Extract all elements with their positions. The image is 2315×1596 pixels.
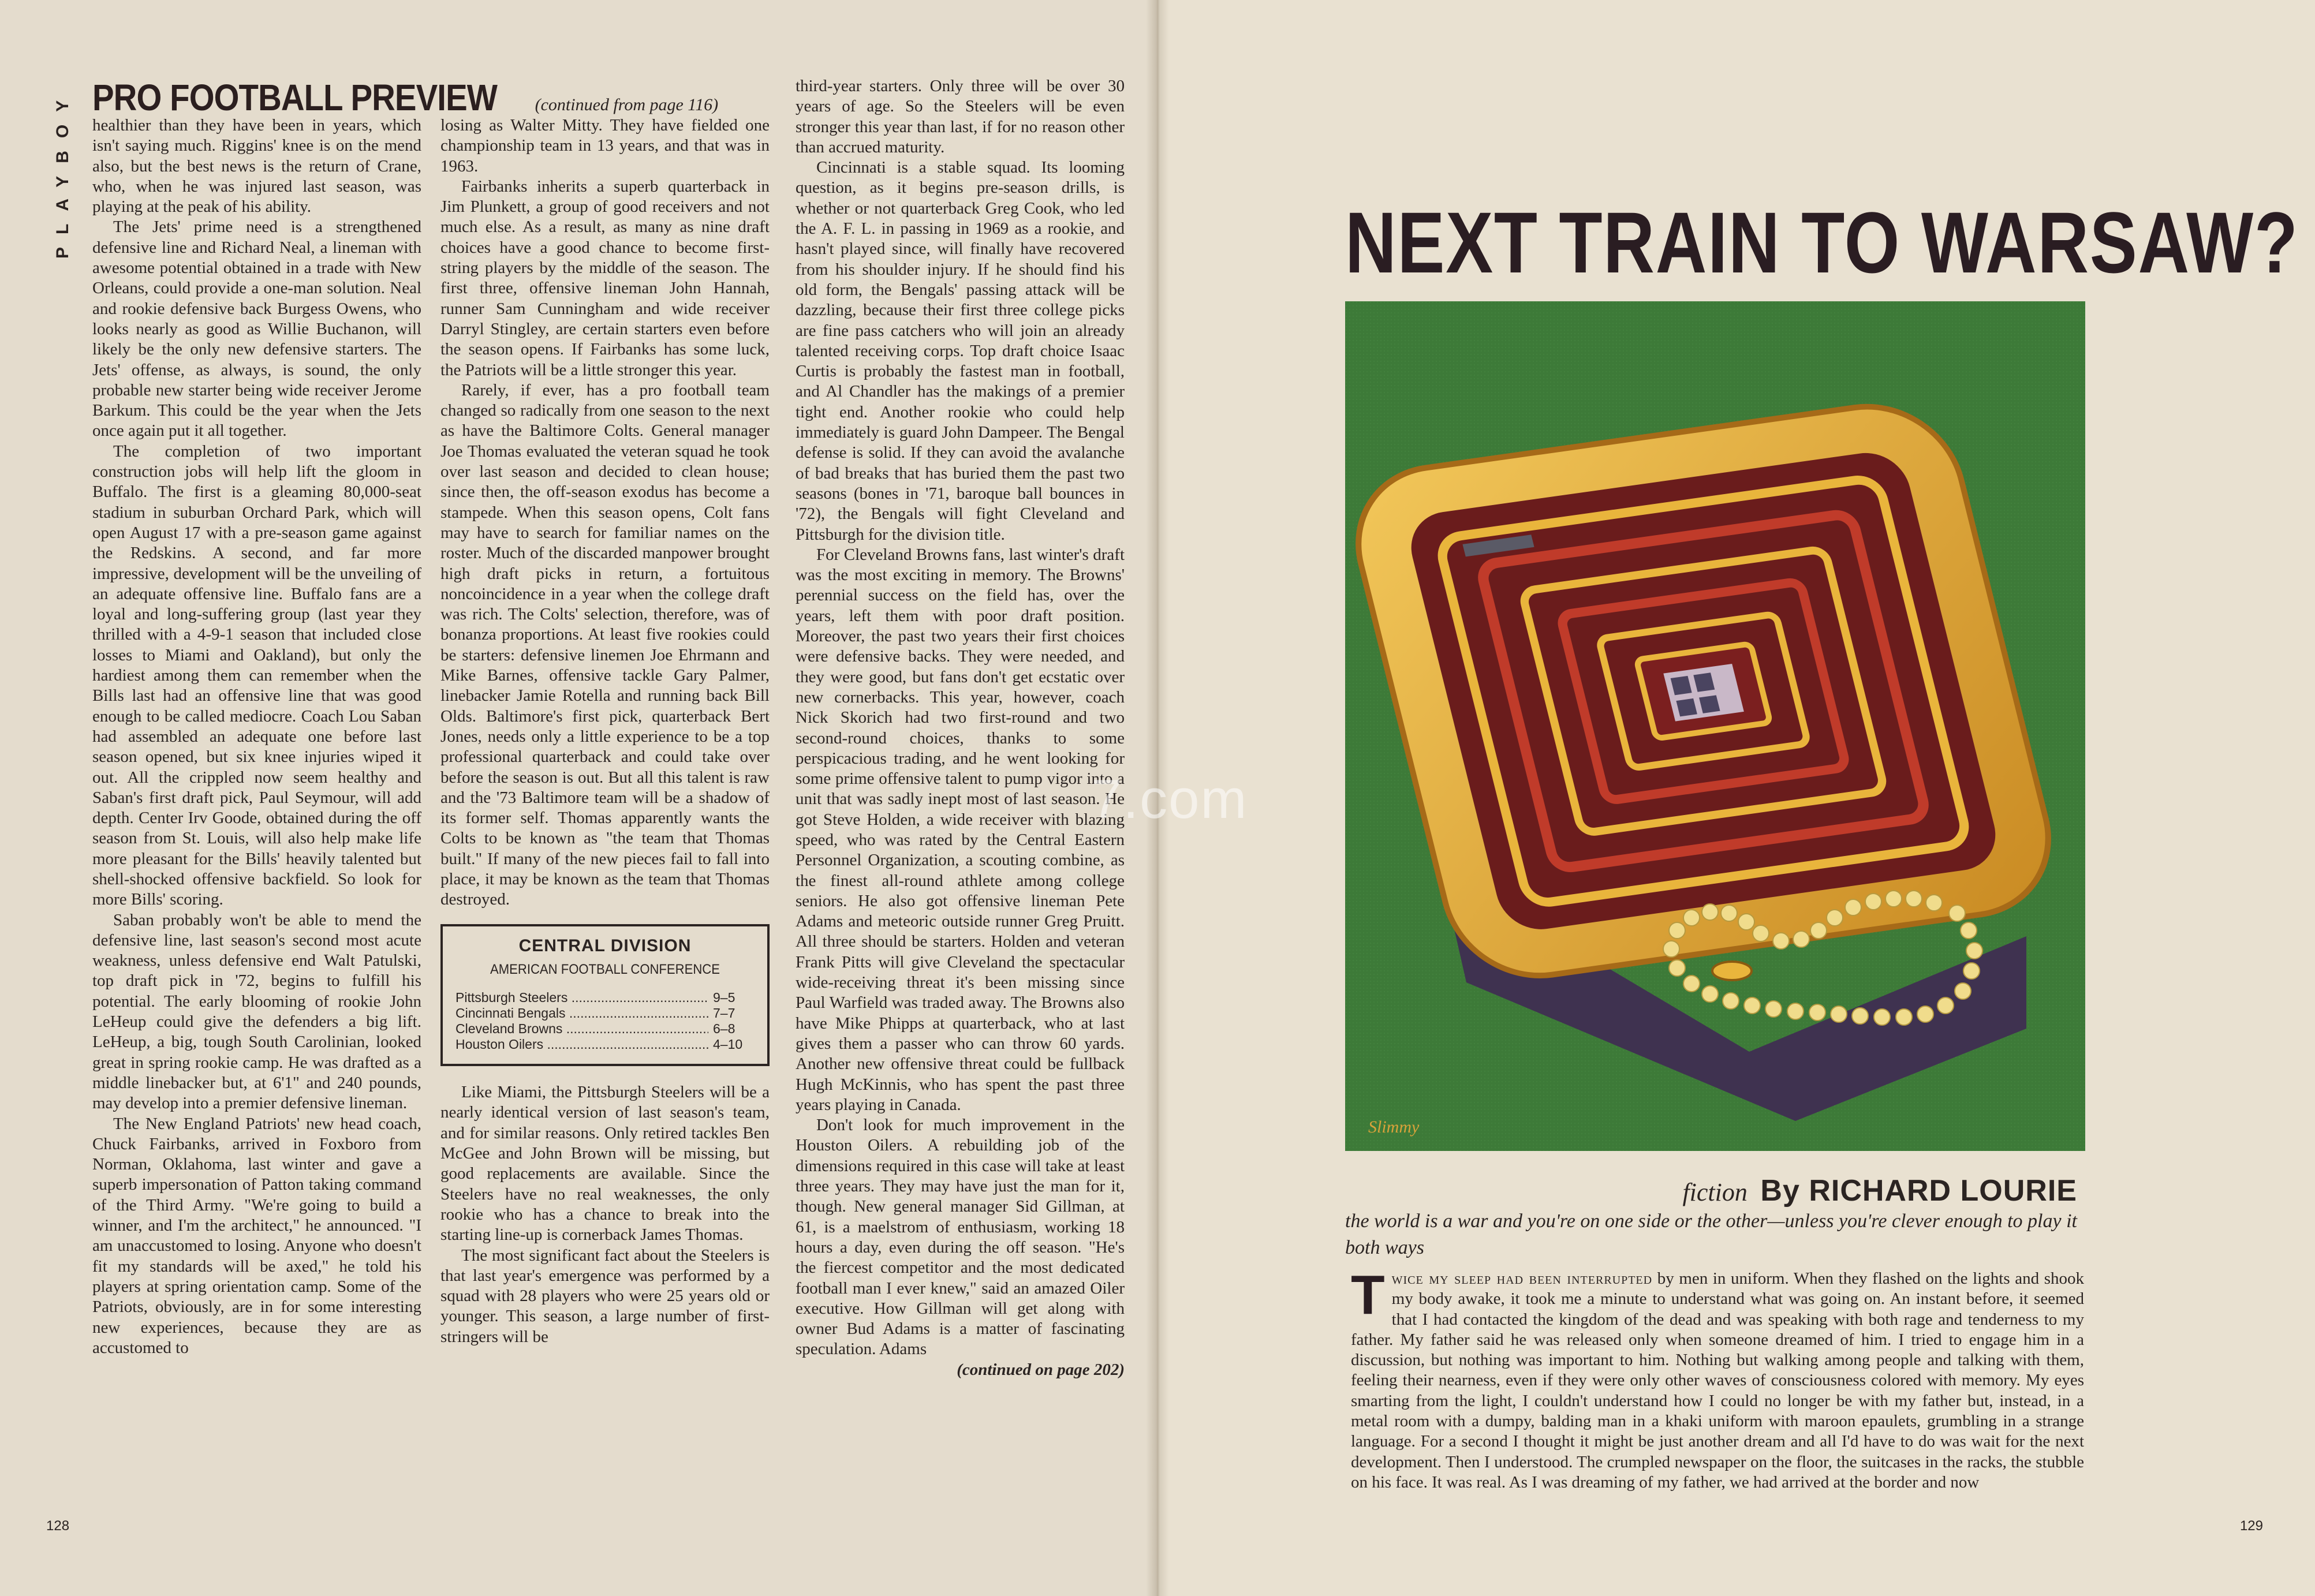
team-name: Cincinnati Bengals ..... [455,1006,708,1021]
paragraph: Saban probably won't be able to mend the defensive line, last season's second most acute weakness, unless defensive end Walt Patulski, top draft pick in '72, begins to fulfill his potential. The early blooming of rookie John LeHeup could give the defenders a big lift. LeHeup, a big, tough South Carolinian, looked great in spring rookie camp. He was drafted as a middle linebacker but, at 6'1" and 240 pounds, may develop into a premier defensive lineman. [92,910,421,1113]
team-name: Cleveland Browns ..... [455,1021,708,1037]
team-record: 9–5 [713,990,735,1006]
drop-cap: T [1351,1264,1385,1326]
paragraph: The Jets' prime need is a strengthened defensive line and Richard Neal, a lineman with awesome potential obtained in a trade with New Orleans, could provide a one-man solution. Neal and rookie defensive back Burgess Owens, who looks nearly as good as Willie Buchanon, will likely be the only new defensive starters. The Jets' offense, as always, is sound, the only probable new starter being wide receiver Jerome Barkum. This could be the year when the Jets once again put it all together. [92,218,421,440]
continued-from: (continued from page 116) [535,95,719,114]
locket-icon [1712,962,1752,980]
paragraph: For Cleveland Browns fans, last winter's draft was the most exciting in memory. The Browns' perennial success on the field has, over the years, left them with poor draft position. Moreover, the past two years their first choices were defensive backs. They were needed, and they were good, but fans don't get ecstatic over new cornerbacks. This year, however, coach Nick Skorich had two first-round and two second-round choices, thanks to some perspicacious trading, and he went looking for some prime offensive talent to pump vigor into a unit that was sadly inept most of last season. He got Steve Holden, a wide receiver with blazing speed, who was rated by the Central Eastern Personnel Organization, a scouting combine, as the finest all-round athlete among college seniors. He also got offensive lineman Pete Adams and meteoric outside runner Greg Pruitt. All three should be starters. Holden and veteran Frank Pitts will give Cleveland the spectacular wide-receiving threat it's been missing since Paul Warfield was traded away. The Browns also have Mike Phipps at quarterback, who at last gives them a passer who can throw 60 yards. Another new offensive threat could be fullback Hugh McKinnis, who has spent the past three years playing in Canada. [796,545,1125,1114]
paragraph: Cincinnati is a stable squad. Its looming question, as it begins pre-season drills, is whether or not quarterback Greg Cook, who led the A. F. L. in passing in 1969 as a rookie, and hasn't played since, will finally have recovered from his shoulder injury. If he should find his old form, the Bengals' passing attack will be dazzling, because their first three college picks are fine pass catchers who will join an already talented receiving corps. Top draft choice Isaac Curtis is probably the fastest man in football, and Al Chandler has the makings of a premier tight end. Another rookie who could help immediately is guard John Dampeer. The Bengal defense is solid. If they can avoid the avalanche of bad breaks that has buried them the past two seasons (bones in '71, baroque ball bounces in '72), the Bengals will fight Cleveland and Pittsburgh for the division title. [796,158,1125,544]
paragraph: Like Miami, the Pittsburgh Steelers will be a nearly identical version of last season's team, and for similar reasons. Only retired tackles Ben McGee and John Brown will be missing, but good replacements are available. Since the Steelers have no real weaknesses, the only rookie who has a chance to break into the starting line-up is cornerback James Thomas. [440,1083,770,1244]
artist-signature: Slimmy [1368,1117,1420,1137]
story-text: by men in uniform. When they flashed on the lights and shook my body awake, it took me a minute to understand what was going on. An instant before, it seemed that I had contacted the kingdom of the dead and was speaking with both rage and tenderness to my father. My father said he was released only when someone dreamed of him. I tried to engage him in a discussion, but nothing was important to him. Nothing but walking among people and talking with them, feeling their nearness, even if they were only other waves of consciousness colored with memory. My eyes smarting from the light, I couldn't understand how I could no longer be with my father but, instead, in a metal room with a dumpy, balding man in a khaki uniform with maroon epaulets, grumbling in a strange language. For a second I thought it might be just another dream and all I'd have to do was wait for the next development. Then I understood. The crumpled newspaper on the floor, the suitcases in the racks, the stubble on his face. It was real. As I was dreaming of my father, we had arrived at the border and now [1351,1269,2084,1492]
paragraph: healthier than they have been in years, which isn't saying much. Riggins' knee is on the mend also, but the best news is the return of Crane, who, when he was injured last season, was playing at the peak of his ability. [92,116,421,216]
team-name: Pittsburgh Steelers ..... [455,990,708,1006]
paragraph: losing as Walter Mitty. They have fielded one championship team in 13 years, and that was in 1963. [440,116,770,175]
team-record: 6–8 [713,1021,735,1037]
story-body [1351,1264,2084,1493]
standings-row [455,1037,755,1052]
standings-row [455,1021,755,1037]
byline [1345,1174,2085,1261]
fiction-label: fiction [1682,1178,1748,1206]
standings-row [455,990,755,1006]
story-deck: the world is a war and you're on one side or the other—unless you're clever enough to play it both ways [1345,1210,2077,1258]
paragraph: The most significant fact about the Steelers is that last year's emergence was performed by a squad with 28 players who were 25 years old or younger. This season, a large number of first-stringers will be [440,1246,770,1346]
paragraph: Rarely, if ever, has a pro football team changed so radically from one season to the next as have the Baltimore Colts. General manager Joe Thomas evaluated the veteran squad he took over last season and decided to clean house; since then, the off-season exodus has become a stampede. When this season opens, Colt fans may have to search for familiar names on the roster. Much of the discarded manpower brought high draft picks in return, a fortuitous noncoincidence in a year when the college draft was rich. The Colts' selection, therefore, was of bonanza proportions. At least five rookies could be starters: defensive linemen Joe Ehrmann and Mike Barnes, offensive tackle Gary Palmer, linebacker Jamie Rotella and running back Bill Olds. Baltimore's first pick, quarterback Bert Jones, needs only a little experience to be a top professional quarterback and could take over before the season is out. But all this talent is raw and the '73 Baltimore team will be a shadow of its former self. Thomas apparently wants the Colts to be known as "the team that Thomas built." If many of the new pieces fail to fall into place, it may be known as the team that Thomas destroyed. [440,380,770,909]
maze-frame [1345,395,2067,986]
column-3 [796,76,1125,1537]
watermark: 7.com [1091,768,1248,830]
story-title: NEXT TRAIN TO WARSAW? [1345,194,2299,291]
maze-illustration [1345,301,2085,1151]
column-1 [92,115,421,1541]
page-number-left: 128 [46,1518,70,1534]
magazine-name: PLAYBOY [53,87,72,259]
paragraph: The New England Patriots' new head coach, Chuck Fairbanks, arrived in Foxboro from Norman, Oklahoma, last winter and gave a superb impersonation of Patton taking command of the Third Army. "We're going to build a winner, and I'm the architect," he announced. "I am unaccustomed to losing. Anyone who doesn't fit my standards will be axed," he told his players at spring orientation camp. Some of the Patriots, obviously, are in for some interesting new experiences, because they are as accustomed to [92,1114,421,1357]
column-2 [440,115,770,1541]
paragraph: third-year starters. Only three will be over 30 years of age. So the Steelers will be even stronger this year than last, if for no reason other than accrued maturity. [796,77,1125,156]
page-number-right: 129 [2239,1518,2263,1534]
author: RICHARD LOURIE [1809,1174,2077,1208]
section-title: PRO FOOTBALL PREVIEW [92,77,498,118]
standings-box [440,924,770,1067]
team-record: 7–7 [713,1006,735,1021]
standings-row [455,1006,755,1021]
team-record: 4–10 [713,1037,743,1052]
continued-on: (continued on page 202) [957,1360,1125,1379]
standings-subtitle: AMERICAN FOOTBALL CONFERENCE [490,961,720,977]
paragraph: Fairbanks inherits a superb quarterback in Jim Plunkett, a group of good receivers and not much else. As a result, as many as nine draft choices have a good chance to become first-string players by the middle of the season. The first three, offensive lineman John Hannah, runner Sam Cunningham and wide receiver Darryl Stingley, are certain starters even before the season opens. If Fairbanks has some luck, the Patriots will be a little stronger this year. [440,177,770,379]
author-name [1760,1174,2077,1208]
paragraph: The completion of two important construction jobs will help lift the gloom in Buffalo. The first is a gleaming 80,000-seat stadium in suburban Orchard Park, which will open August 17 with a pre-season game against the Redskins. A second, and far more impressive, development will be the unveiling of an adequate offensive line. Buffalo fans are a loyal and long-suffering group (last year they thrilled with a 4-9-1 season that included close losses to Miami and Oakland), but only the hardiest among them can remember when the Bills last had an offensive line that was good enough to be called mediocre. Coach Lou Saban had assembled an adequate one before last season opened, but six knee injuries wiped it out. All the crippled now seem healthy and Saban's first draft pick, Paul Seymour, will add depth. Center Irv Goode, obtained during the off season from St. Louis, will also help make life more pleasant for the Bills' heavily talented but shell-shocked offensive backfield. So look for more Bills' scoring. [92,442,421,909]
byline-by: By [1760,1174,1800,1208]
team-name: Houston Oilers ..... [455,1037,708,1052]
opening-words: wice my sleep had been interrupted [1391,1269,1653,1288]
paragraph: Don't look for much improvement in the Houston Oilers. A rebuilding job of the dimensions required in this case will take at least three years. They may have just the man for it, though. New general manager Sid Gillman, at 61, is a maelstrom of enthusiasm, working 18 hours a day, even during the off season. "He's the fiercest competitor and the most dedicated football man I ever knew," said an amazed Oiler executive. How Gillman will get along with owner Bud Adams is a matter of fascinating speculation. Adams [796,1116,1125,1359]
standings-title: CENTRAL DIVISION [518,936,692,955]
